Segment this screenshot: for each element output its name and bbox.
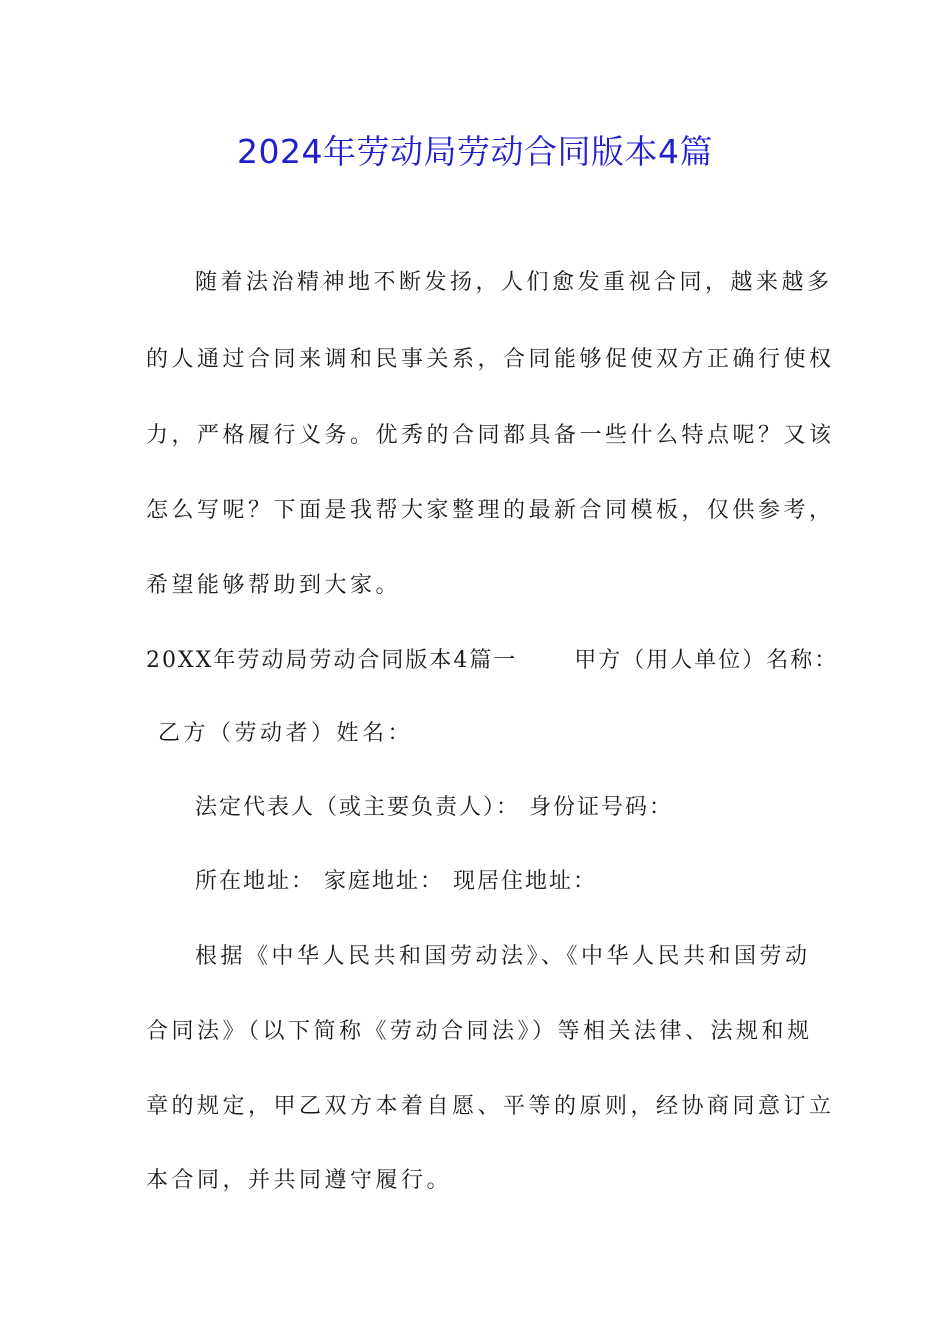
basis-line-1: 根据《中华人民共和国劳动法》、《中华人民共和国劳动 xyxy=(195,944,811,969)
intro-line-3: 力，严格履行义务。优秀的合同都具备一些什么特点呢？又该 xyxy=(146,423,835,448)
basis-line-4: 本合同，并共同遵守履行。 xyxy=(146,1168,453,1193)
party-b-name-field: 乙方（劳动者）姓名： xyxy=(158,721,414,746)
intro-line-4: 怎么写呢？下面是我帮大家整理的最新合同模板，仅供参考， xyxy=(146,498,835,523)
legal-rep-field: 法定代表人（或主要负责人）： 身份证号码： xyxy=(195,795,673,820)
document-title: 2024年劳动局劳动合同版本4篇 xyxy=(237,132,713,171)
basis-line-2: 合同法》（以下简称《劳动合同法》）等相关法律、法规和规 xyxy=(146,1019,813,1044)
intro-line-2: 的人通过合同来调和民事关系，合同能够促使双方正确行使权 xyxy=(146,347,835,372)
section-heading: 20XX年劳动局劳动合同版本4篇一 甲方（用人单位）名称： xyxy=(146,648,839,673)
intro-line-5: 希望能够帮助到大家。 xyxy=(146,573,402,598)
address-fields: 所在地址： 家庭地址： 现居住地址： xyxy=(195,869,597,894)
intro-line-1: 随着法治精神地不断发扬，人们愈发重视合同，越来越多 xyxy=(195,270,833,295)
basis-line-3: 章的规定，甲乙双方本着自愿、平等的原则，经协商同意订立 xyxy=(146,1094,835,1119)
